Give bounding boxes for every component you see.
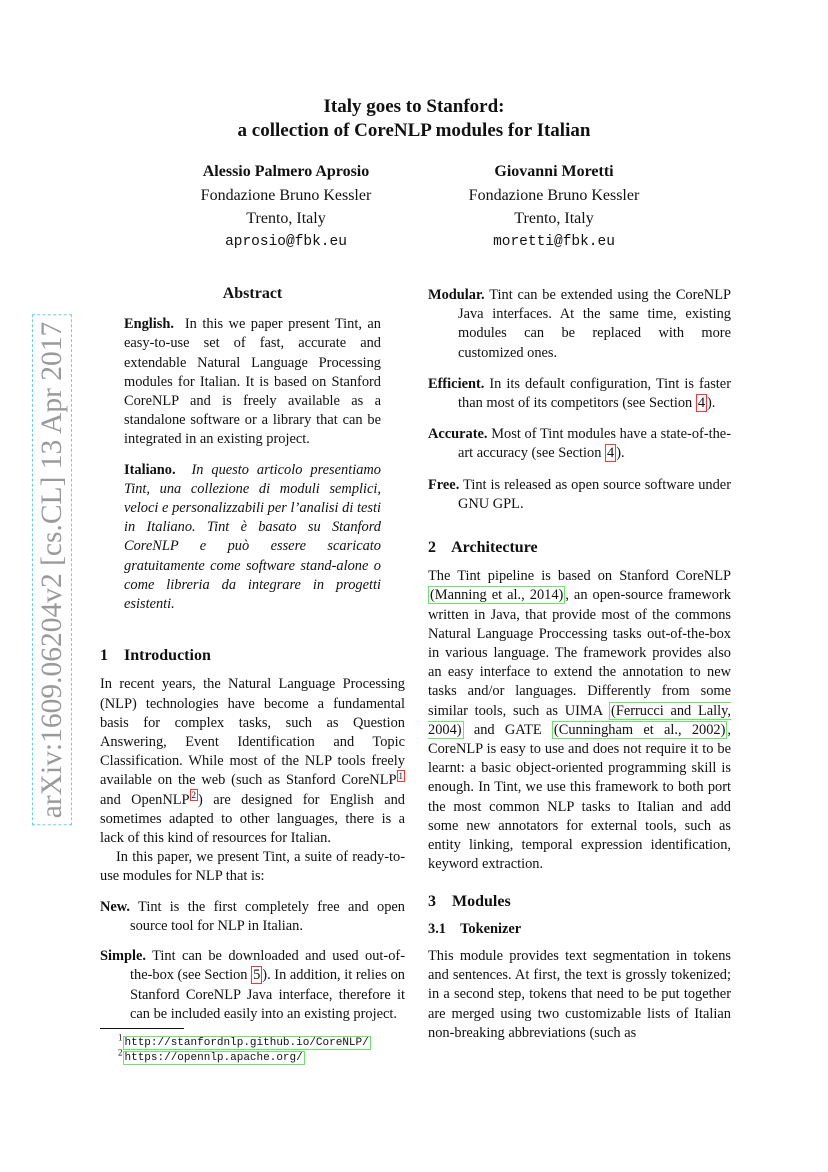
- footnotes: [118, 1032, 418, 1065]
- feature-text-b: ).: [707, 395, 716, 412]
- feature-new: [100, 898, 405, 936]
- author-block-2: [414, 160, 694, 254]
- abstract-english-lead: English.: [124, 316, 174, 333]
- feature-text-a: Tint can be downloaded and used out-of-the-box (see Section: [130, 948, 405, 984]
- section-title: Architecture: [451, 539, 538, 557]
- author-location: Trento, Italy: [246, 210, 326, 227]
- section-heading-introduction: [100, 646, 405, 665]
- feature-text-b: ).: [616, 445, 625, 462]
- architecture-text-b: , an open-source framework written in Java, that provide most of the commons Natural Language Proccessing tasks out-of-the-box in various language. The framework provides also an easy interface to extend the annotation to new tasks and/or languages. Differently from some similar tools, such as UIMA: [428, 587, 731, 719]
- feature-lead: Efficient.: [428, 375, 485, 392]
- abstract-english: [124, 315, 381, 449]
- feature-simple: [100, 947, 405, 1024]
- feature-lead: New.: [100, 898, 130, 915]
- author-name: Alessio Palmero Aprosio: [202, 163, 370, 180]
- intro-text-c: ) are designed for English and sometimes adapted to other languages, there is a lack of this kind of resources for Italian.: [100, 791, 405, 847]
- footnote-rule: [100, 1028, 184, 1029]
- footnote-marker-2[interactable]: 2: [191, 789, 197, 800]
- section-ref-4[interactable]: 4: [697, 395, 706, 412]
- footnote-marker-1[interactable]: 1: [398, 770, 403, 781]
- subsection-number: 3.1: [428, 920, 446, 937]
- footnote-url[interactable]: https://opennlp.apache.org/: [124, 1052, 303, 1064]
- author-email[interactable]: aprosio@fbk.eu: [225, 233, 347, 250]
- intro-text-a: In recent years, the Natural Language Processing (NLP) technologies have become a fundamental basis for complex tasks, such as Question Answering, Event Identification and Topic Classification. While most of the NLP tools freely available on the web (such as Stanford CoreNLP: [100, 676, 405, 789]
- citation-ferrucci[interactable]: (Ferrucci and Lally, 2004): [428, 702, 731, 738]
- feature-lead: Simple.: [100, 948, 146, 965]
- feature-text: Tint is the first completely free and open source tool for NLP in Italian.: [130, 898, 405, 934]
- section-number: 2: [428, 539, 436, 557]
- intro-paragraph-1: [100, 675, 405, 848]
- paper-title-line-1: Italy goes to Stanford:: [323, 96, 505, 117]
- architecture-paragraph: [428, 567, 731, 874]
- citation-cunningham[interactable]: (Cunningham et al., 2002): [553, 721, 726, 738]
- section-ref-5[interactable]: 5: [253, 967, 261, 984]
- architecture-text-a: The Tint pipeline is based on Stanford CoreNLP: [428, 568, 731, 585]
- tokenizer-paragraph: This module provides text segmentation in tokens and sentences. At first, the text is grossly tokenized; in a second step, tokens that need to be put together are merged using two customizable lists of Italian non-breaking abbreviations (such as: [428, 947, 731, 1041]
- feature-text: Tint can be extended using the CoreNLP Java interfaces. At the same time, existing modules can be replaced with more customized ones.: [458, 287, 731, 361]
- section-heading-modules: [428, 892, 731, 911]
- citation-manning[interactable]: (Manning et al., 2014): [430, 587, 564, 604]
- footnote-number: 2: [118, 1047, 123, 1058]
- footnote-1: [118, 1032, 418, 1050]
- abstract-body: [100, 315, 405, 614]
- feature-text-b: ). In addition, it relies on Stanford CoreNLP Java interface, therefore it can be included easily into an existing project.: [130, 967, 405, 1022]
- feature-text-a: Most of Tint modules have a state-of-the-art accuracy (see Section: [458, 426, 731, 462]
- feature-text-a: In its default configuration, Tint is faster than most of its competitors (see Section: [458, 375, 731, 412]
- feature-text: Tint is released as open source software under GNU GPL.: [458, 476, 731, 512]
- feature-lead: Modular.: [428, 287, 485, 303]
- author-affiliation: Fondazione Bruno Kessler: [200, 186, 372, 204]
- intro-text-b: and OpenNLP: [100, 791, 190, 808]
- footnote-2: [118, 1047, 418, 1065]
- section-number: 1: [100, 647, 108, 665]
- feature-modular: [428, 286, 731, 363]
- abstract-heading: Abstract: [222, 285, 283, 302]
- feature-free: [428, 476, 731, 514]
- author-email[interactable]: moretti@fbk.eu: [493, 233, 615, 250]
- abstract-italian-lead: Italiano.: [124, 461, 176, 478]
- feature-lead: Free.: [428, 476, 460, 493]
- author-block-1: [146, 160, 426, 254]
- subsection-title: Tokenizer: [460, 920, 522, 937]
- section-heading-architecture: [428, 538, 731, 557]
- arxiv-stamp: arXiv:1609.06204v2 [cs.CL] 13 Apr 2017: [32, 315, 72, 826]
- architecture-text-d: , CoreNLP is easy to use and does not require it to be learnt: a basic object-oriented programming skill is enough. In Tint, we use this framework to both port the most common NLP tasks to Italian and add some new annotators for external tools, such as entity linking, temporal expression identification, keyword extraction.: [428, 721, 731, 873]
- paper-title-line-2: a collection of CoreNLP modules for Italian: [237, 120, 591, 141]
- abstract-italian-text: In questo articolo presentiamo Tint, una collezione di moduli semplici, veloci e personalizzabili per l’analisi di testi in Italiano. Tint è basato su Stanford CoreNLP e può essere scaricato gratuitamente come software stand-alone o come libreria da integrare in progetti esistenti.: [124, 461, 381, 613]
- abstract-english-text: In this we paper present Tint, an easy-to-use set of fast, accurate and extendable Natural Language Processing modules for Italian. It is based on Stanford CoreNLP and is freely available as a standalone software or a library that can be integrated in an existing project.: [124, 316, 381, 448]
- section-title: Modules: [452, 893, 511, 911]
- footnote-number: 1: [118, 1032, 123, 1043]
- abstract-italian: [124, 461, 381, 615]
- section-ref-4[interactable]: 4: [607, 445, 615, 462]
- footnote-url[interactable]: http://stanfordnlp.github.io/CoreNLP/: [124, 1037, 369, 1049]
- author-name: Giovanni Moretti: [494, 163, 614, 180]
- left-column: [100, 284, 405, 1024]
- author-location: Trento, Italy: [514, 210, 594, 227]
- subsection-heading-tokenizer: [428, 920, 731, 939]
- architecture-text-c: and GATE: [463, 721, 552, 738]
- author-affiliation: Fondazione Bruno Kessler: [468, 186, 640, 204]
- intro-paragraph-2: In this paper, we present Tint, a suite of ready-to-use modules for NLP that is:: [100, 849, 405, 885]
- feature-efficient: [428, 375, 731, 413]
- section-title: Introduction: [124, 647, 211, 665]
- feature-lead: Accurate.: [428, 426, 488, 443]
- section-number: 3: [428, 893, 436, 911]
- right-column: [428, 286, 731, 1043]
- feature-accurate: [428, 425, 731, 463]
